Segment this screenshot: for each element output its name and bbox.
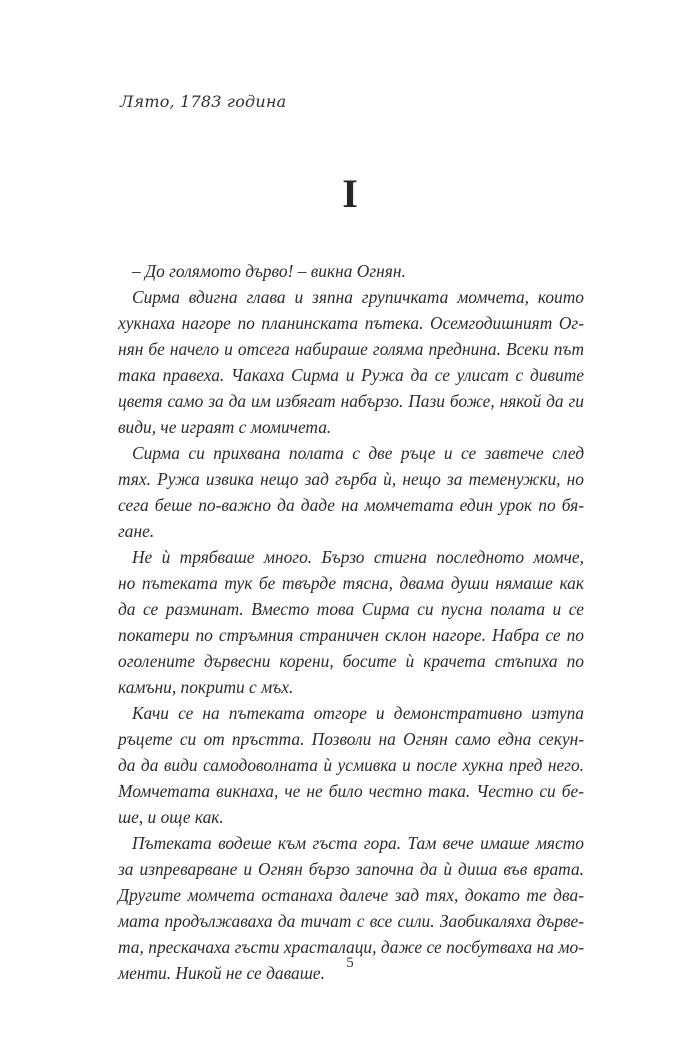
text-line: Момчетата викнаха, че не било честно така. Честно си бе-: [118, 781, 584, 801]
text-line: за изпреварване и Огнян бързо започна да ѝ диша във врата.: [118, 859, 584, 879]
text-line: така правеха. Чакаха Сирма и Ружа да се улисат с дивите: [118, 365, 584, 385]
text-line: – До голямото дърво! – викна Огнян.: [132, 261, 406, 281]
text-line: Сирма вдигна глава и зяпна групичката момчета, които: [132, 287, 584, 307]
text-line: мата продължаваха да тичат с все сили. Заобикаляха дърве-: [118, 911, 584, 931]
text-line: Сирма си прихвана полата с две ръце и се завтече след: [132, 443, 584, 463]
paragraph: [118, 258, 584, 284]
text-line: покатери по стръмния страничен склон нагоре. Набра се по: [118, 625, 584, 645]
text-line: Пътеката водеше към гъста гора. Там вече имаше място: [132, 833, 584, 853]
text-line: нян бе начело и отсега набираше голяма преднина. Всеки път: [118, 339, 584, 359]
text-line: сега беше по-важно да даде на момчетата един урок по бя-: [118, 495, 584, 515]
dateline: Лято, 1783 година: [120, 92, 287, 111]
chapter-heading: I: [342, 171, 358, 216]
text-line: но пътеката тук бе твърде тясна, двама души нямаше как: [118, 573, 584, 593]
text-line: да да види самодоволната ѝ усмивка и после хукна пред него.: [118, 755, 584, 775]
paragraph: [118, 440, 584, 544]
paragraph: [118, 284, 584, 440]
text-line: да се разминат. Вместо това Сирма си пусна полата и се: [118, 599, 584, 619]
paragraph: [118, 700, 584, 830]
text-line: та, прескачаха гъсти храсталаци, даже се посбутваха на мо-: [118, 937, 584, 957]
page-number: 5: [346, 955, 354, 971]
text-line: Не ѝ трябваше много. Бързо стигна последното момче,: [132, 547, 584, 567]
text-line: Другите момчета останаха далече зад тях, докато те двa-: [118, 885, 584, 905]
chapter-body: [118, 258, 584, 986]
text-line: гане.: [118, 521, 155, 541]
text-line: Качи се на пътеката отгоре и демонстративно изтупа: [132, 703, 584, 723]
text-line: ше, и още как.: [118, 807, 224, 827]
text-line: види, че играят с момичета.: [118, 417, 332, 437]
text-line: оголените дървесни корени, босите ѝ крачета стъпиха по: [118, 651, 584, 671]
text-line: хукнаха нагоре по планинската пътека. Осемгодишният Ог-: [118, 313, 584, 333]
text-line: цветя само за да им избягат набързо. Пази боже, някой да ги: [118, 391, 584, 411]
text-line: менти. Никой не се даваше.: [118, 963, 325, 983]
text-line: тях. Ружа извика нещо зад гърба ѝ, нещо за теменужки, но: [118, 469, 584, 489]
text-line: ръцете си от пръстта. Позволи на Огнян само една секун-: [118, 729, 584, 749]
paragraph: [118, 544, 584, 700]
text-line: камъни, покрити с мъх.: [118, 677, 294, 697]
